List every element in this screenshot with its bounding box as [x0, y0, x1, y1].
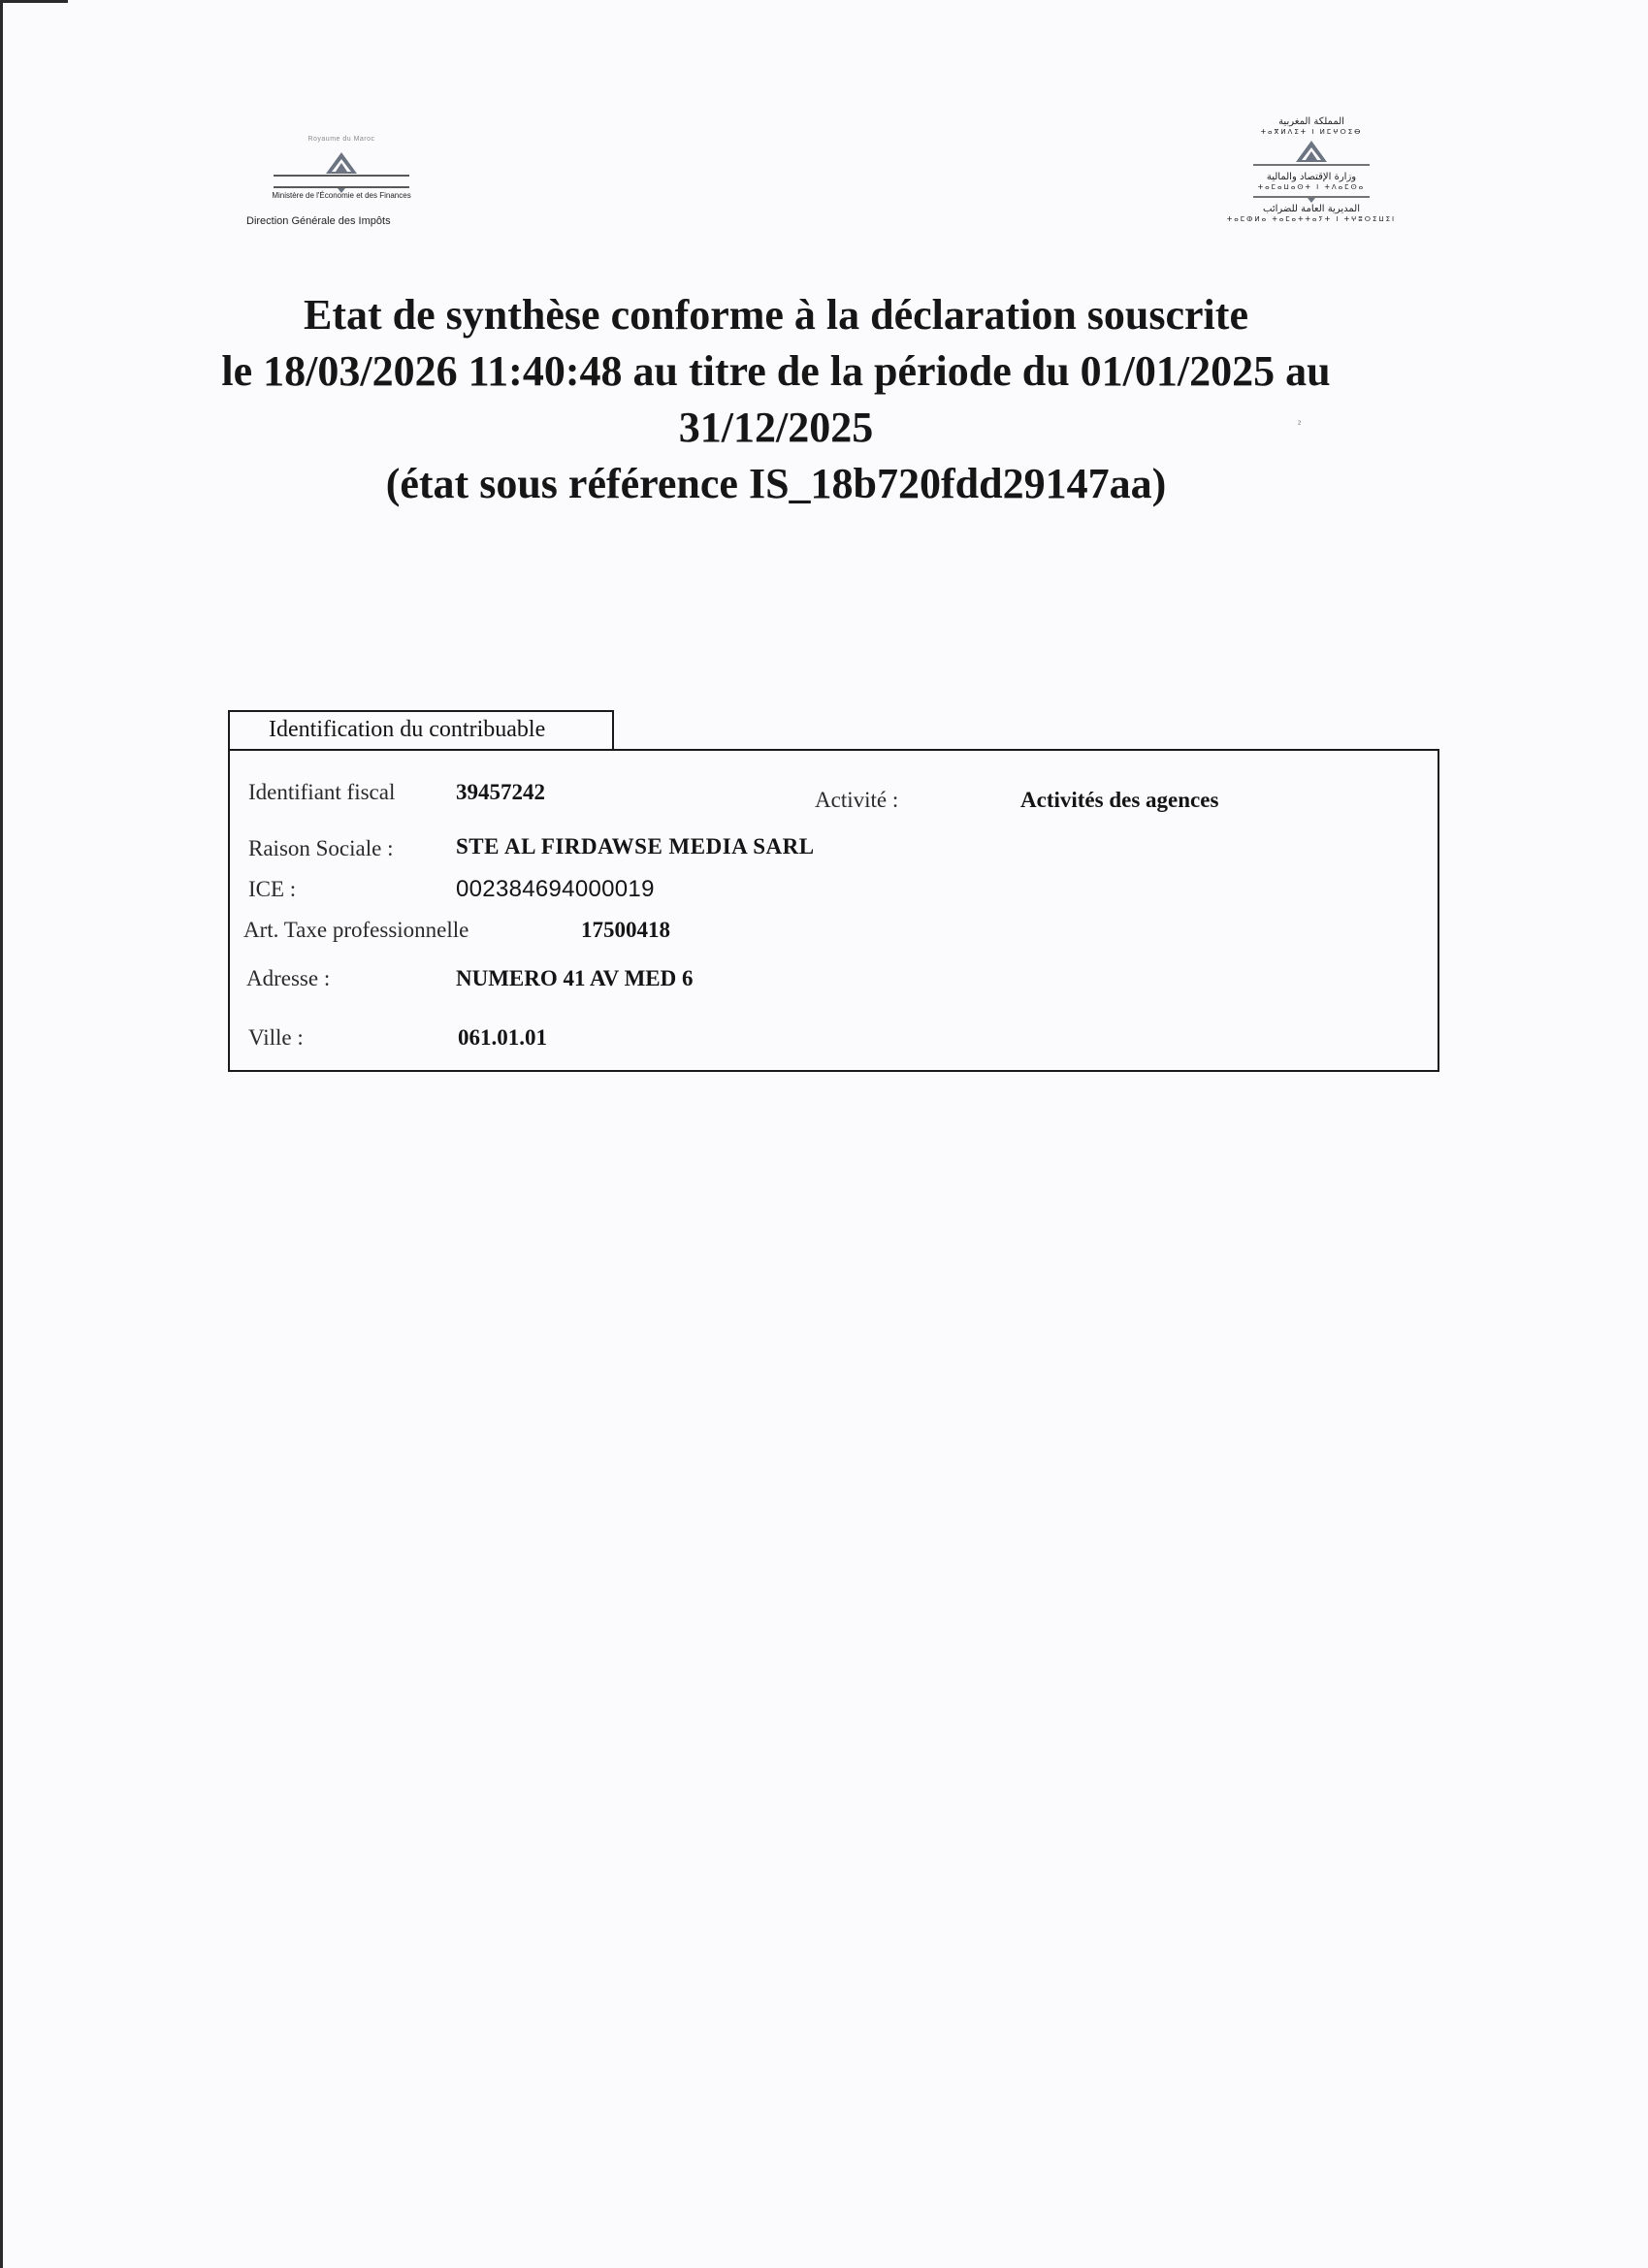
scan-edge-top [0, 0, 68, 3]
title-line-2: le 18/03/2026 11:40:48 au titre de la période du 01/01/2025 au [221, 347, 1331, 395]
identifiant-fiscal-label: Identifiant fiscal [248, 780, 396, 804]
logo-right-line-5: المديرية العامة للضرائب [1263, 204, 1360, 214]
activite-label: Activité : [815, 788, 899, 812]
taxe-professionnelle-label: Art. Taxe professionnelle [243, 918, 469, 942]
identification-tab: Identification du contribuable [228, 710, 614, 749]
title-line-1: Etat de synthèse conforme à la déclaration souscrite [304, 291, 1248, 339]
raison-sociale-label: Raison Sociale : [248, 836, 394, 860]
logo-kingdom-text: Royaume du Maroc [307, 136, 375, 143]
identifiant-fiscal-value: 39457242 [456, 780, 545, 804]
title-line-4: (état sous référence IS_18b720fdd29147aa) [385, 460, 1167, 507]
logo-directorate-text: Direction Générale des Impôts [246, 215, 391, 227]
ville-label: Ville : [248, 1025, 304, 1050]
stray-mark: ² [1298, 419, 1301, 430]
raison-sociale-value: STE AL FIRDAWSE MEDIA SARL [456, 834, 815, 859]
ministry-logo-left [244, 136, 438, 227]
identification-box [228, 749, 1439, 1072]
ice-label: ICE : [248, 877, 297, 901]
logo-right-line-2: ⵜⴰⴳⵍⴷⵉⵜ ⵏ ⵍⵎⵖⵔⵉⴱ [1260, 128, 1363, 136]
logo-right-line-6: ⵜⴰⵎⵀⵍⴰ ⵜⴰⵎⴰⵜⵜⴰⵢⵜ ⵏ ⵜⵖⵓⵔⵉⵡⵉⵏ [1226, 215, 1397, 223]
logo-ministry-text: Ministère de l'Économie et des Finances [272, 191, 411, 200]
logo-right-line-3: وزارة الإقتصاد والمالية [1266, 172, 1357, 182]
title-line-3: 31/12/2025 [678, 404, 874, 451]
activite-value: Activités des agences [1020, 788, 1219, 812]
ville-value: 061.01.01 [458, 1025, 547, 1050]
ministry-emblem-icon [254, 148, 429, 193]
taxe-professionnelle-value: 17500418 [581, 918, 670, 942]
adresse-value: NUMERO 41 AV MED 6 [456, 966, 694, 990]
ministry-emblem-right-icon [1234, 139, 1389, 172]
adresse-label: Adresse : [246, 966, 331, 990]
ice-value: 002384694000019 [456, 876, 655, 902]
ministry-logo-right [1195, 116, 1428, 224]
scan-edge-left [0, 0, 3, 2268]
logo-right-line-1: المملكة المغربية [1278, 116, 1344, 127]
document-title [194, 287, 1358, 512]
logo-right-line-4: ⵜⴰⵎⴰⵡⴰⵙⵜ ⵏ ⵜⴷⴰⵎⵙⴰ [1257, 183, 1366, 191]
ministry-divider-icon [1234, 194, 1389, 204]
